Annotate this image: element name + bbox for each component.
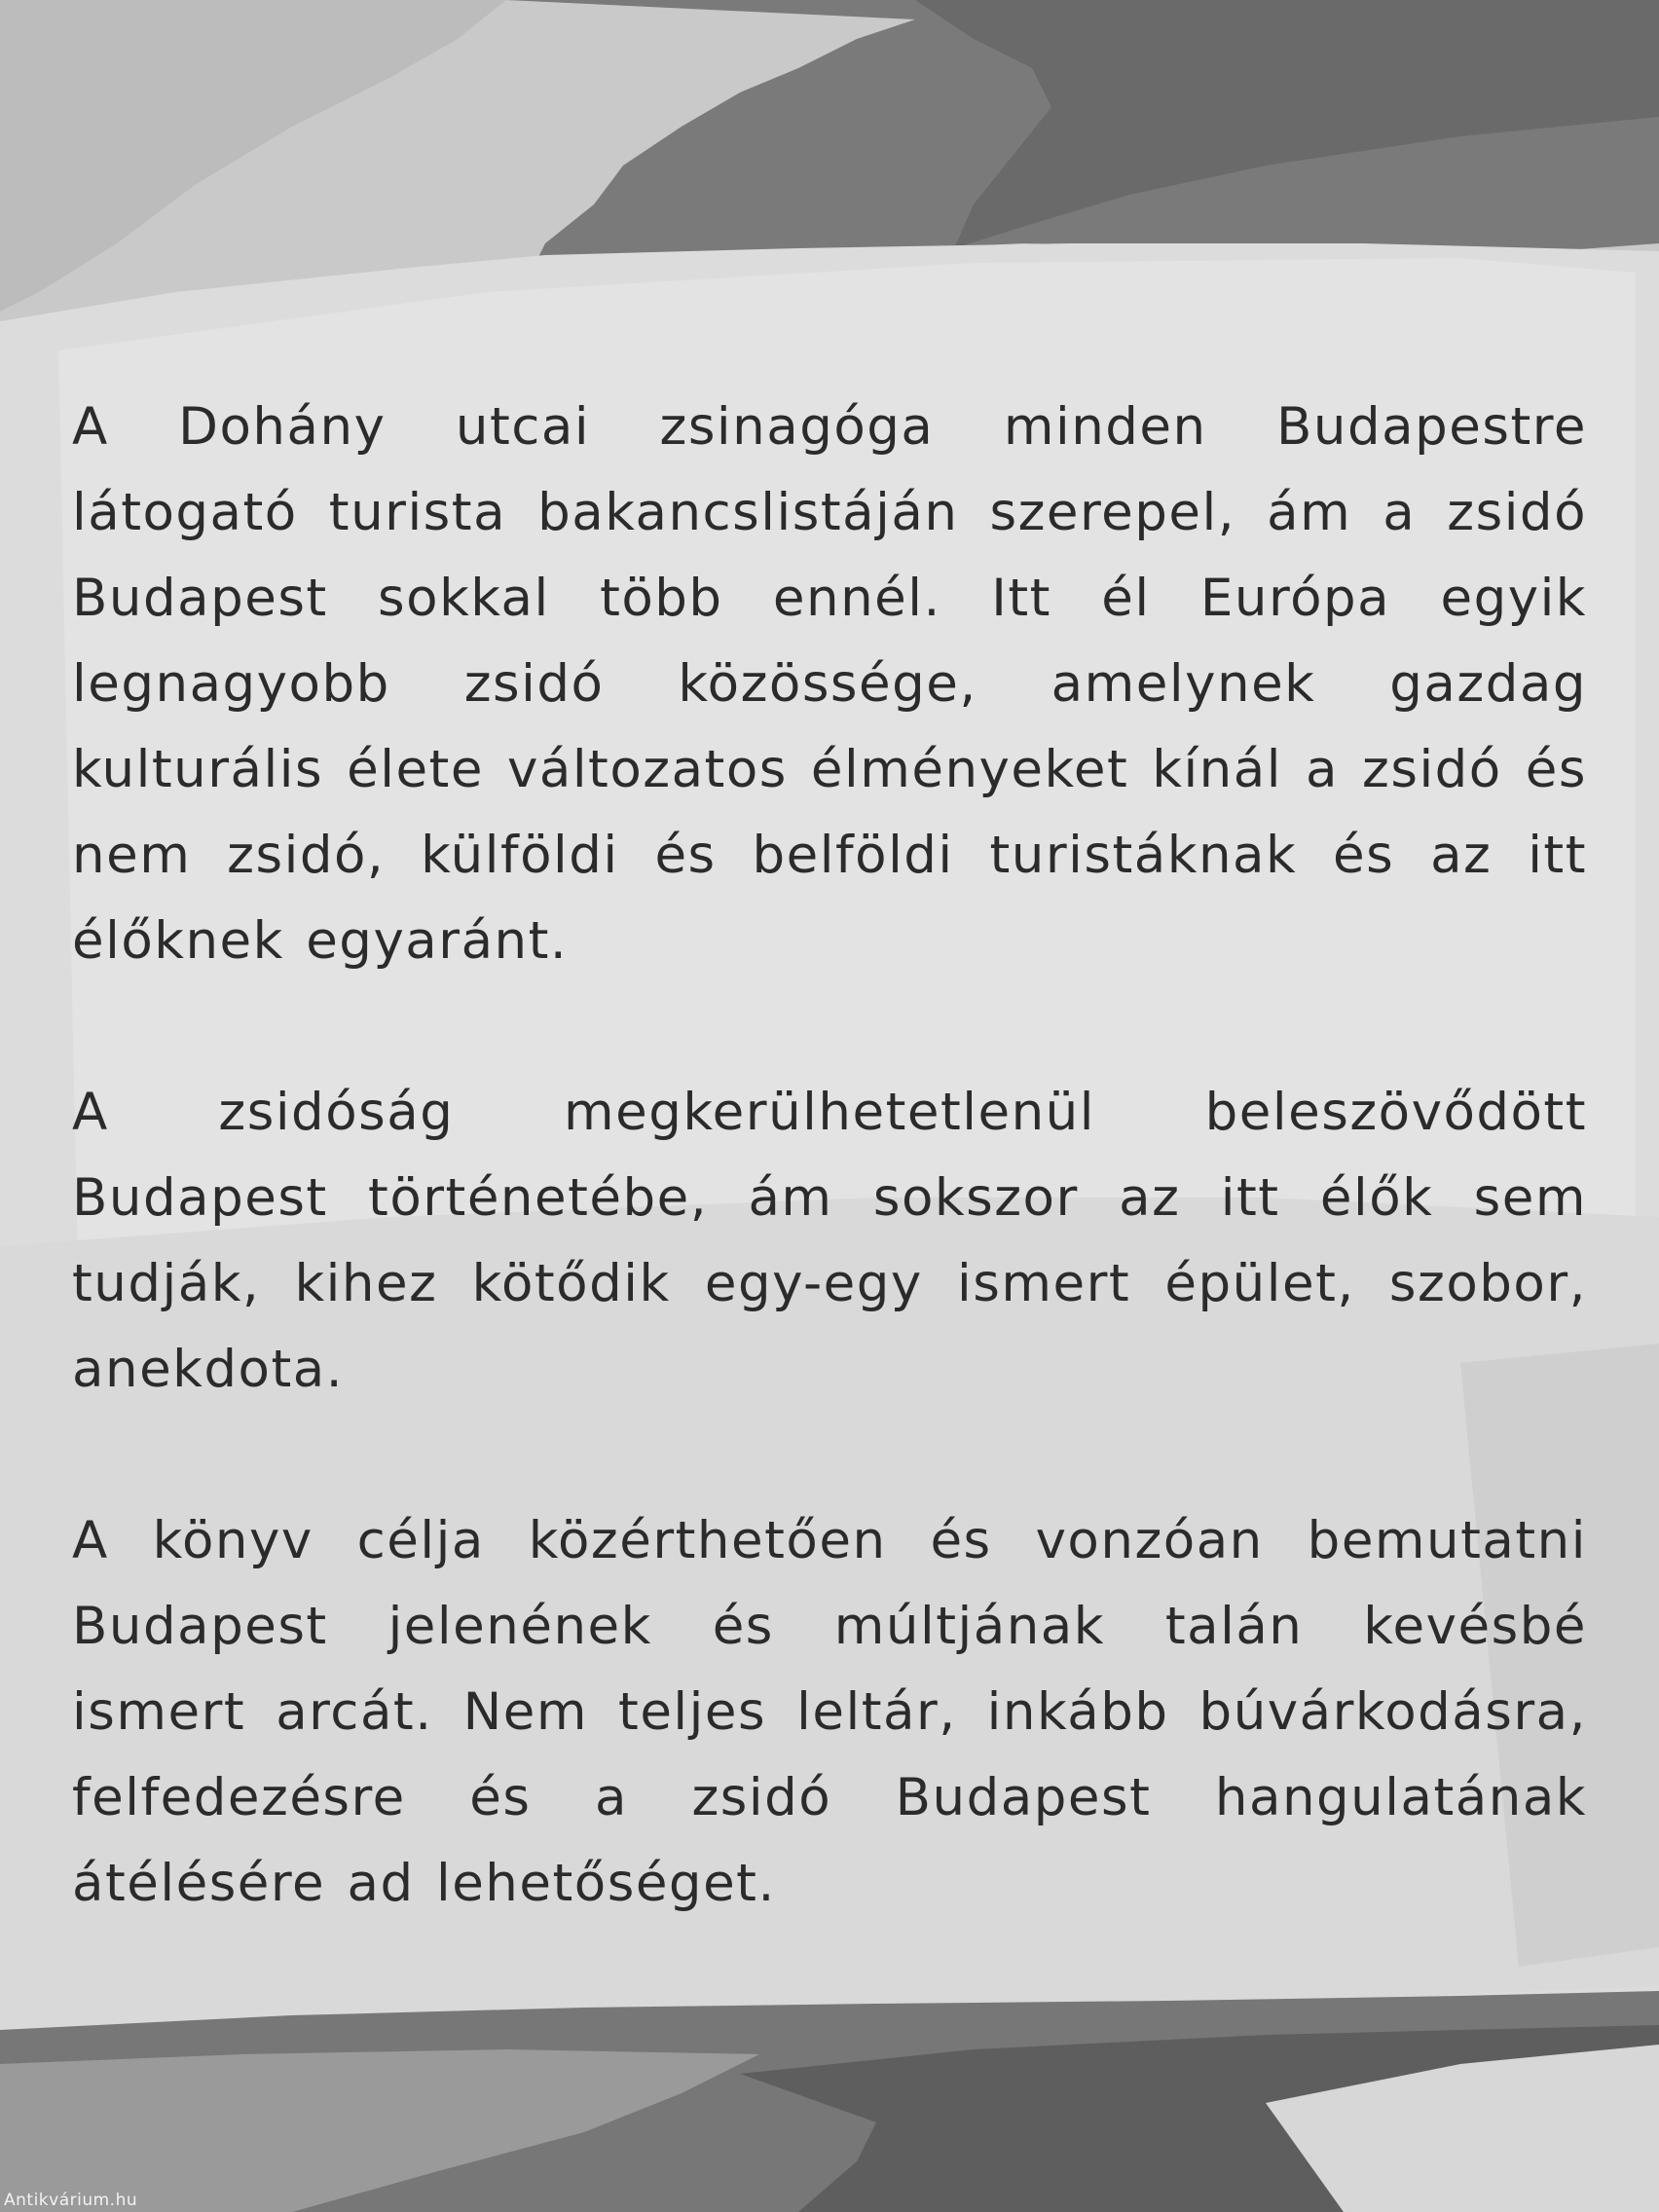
paragraph-3: A könyv célja közérthetően és vonzóan bemutatni Budapest jelenének és múltjának talán kevésbé ismert arcát. Nem teljes leltár, inkább búvárkodásra, felfedezésre és a zsidó Budapest hangulatának átélésére ad lehetőséget. — [72, 1511, 1587, 1913]
paragraph-1: A Dohány utcai zsinagóga minden Budapestre látogató turista bakancslistáján szerepel, ám a zsidó Budapest sokkal több ennél. Itt él Európa egyik legnagyobb zsidó közössége, amelynek gazdag kulturális élete változatos élményeket kínál a zsidó és nem zsidó, külföldi és belföldi turistáknak és az itt élőknek egyaránt. — [72, 397, 1587, 971]
paragraph-2: A zsidóság megkerülhetetlenül beleszövődött Budapest történetébe, ám sokszor az itt élők sem tudják, kihez kötődik egy-egy ismert épület, szobor, anekdota. — [72, 1083, 1587, 1399]
body-text — [72, 385, 1587, 2012]
watermark: Antikvárium.hu — [4, 2191, 138, 2210]
